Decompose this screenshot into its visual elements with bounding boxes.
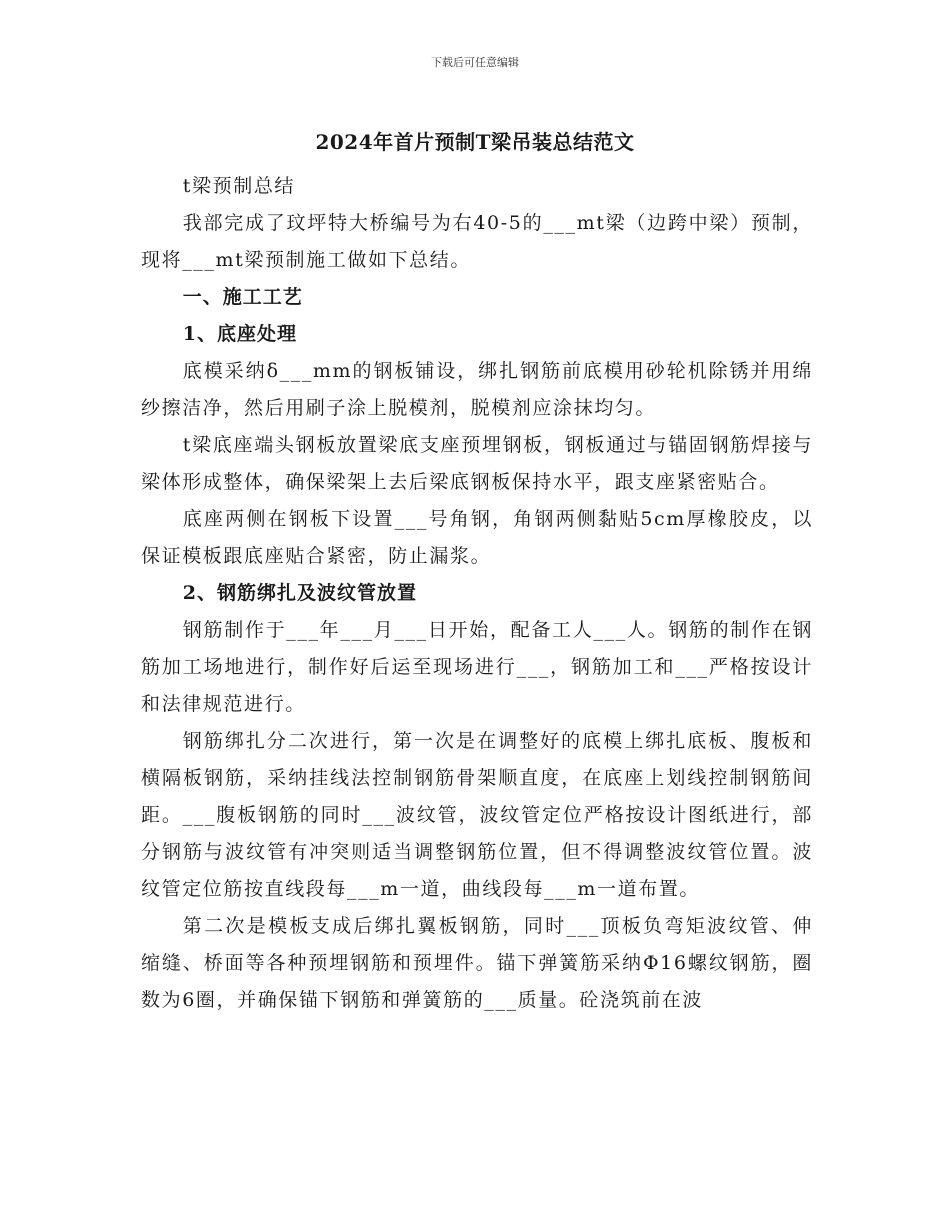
header-note: 下载后可任意编辑 — [431, 56, 519, 69]
paragraph: 我部完成了玟坪特大桥编号为右40-5的___mt梁（边跨中梁）预制，现将___mt梁预制施工做如下总结。 — [141, 212, 813, 271]
paragraph: 钢筋制作于___年___月___日开始，配备工人___人。钢筋的制作在钢筋加工场地进行，制作好后运至现场进行___，钢筋加工和___严格按设计和法律规范进行。 — [141, 619, 813, 715]
paragraph: t梁预制总结 — [182, 175, 296, 197]
subsection-heading: 2、钢筋绑扎及波纹管放置 — [182, 582, 418, 604]
subsection-heading: 1、底座处理 — [182, 323, 298, 345]
section-heading: 一、施工工艺 — [182, 286, 303, 308]
document-body — [141, 168, 813, 1019]
paragraph: t梁底座端头钢板放置梁底支座预埋钢板，钢板通过与锚固钢筋焊接与梁体形成整体，确保梁架上去后梁底钢板保持水平，跟支座紧密贴合。 — [141, 434, 813, 493]
paragraph: 底座两侧在钢板下设置___号角钢，角钢两侧黏贴5cm厚橡胶皮，以保证模板跟底座贴合紧密，防止漏浆。 — [141, 508, 813, 567]
document-title: 2024年首片预制T梁吊装总结范文 — [315, 130, 635, 154]
paragraph: 第二次是模板支成后绑扎翼板钢筋，同时___顶板负弯矩波纹管、伸缩缝、桥面等各种预埋钢筋和预埋件。锚下弹簧筋采纳Φ16螺纹钢筋，圈数为6圈，并确保锚下钢筋和弹簧筋的___质量。砼浇筑前在波 — [141, 915, 813, 1011]
paragraph: 底模采纳δ___mm的钢板铺设，绑扎钢筋前底模用砂轮机除锈并用绵纱擦洁净，然后用刷子涂上脱模剂，脱模剂应涂抹均匀。 — [141, 360, 813, 419]
paragraph: 钢筋绑扎分二次进行，第一次是在调整好的底模上绑扎底板、腹板和横隔板钢筋，采纳挂线法控制钢筋骨架顺直度，在底座上划线控制钢筋间距。___腹板钢筋的同时___波纹管，波纹管定位严格按设计图纸进行，部分钢筋与波纹管有冲突则适当调整钢筋位置，但不得调整波纹管位置。波纹管定位筋按直线段每___m一道，曲线段每___m一道布置。 — [141, 730, 813, 900]
